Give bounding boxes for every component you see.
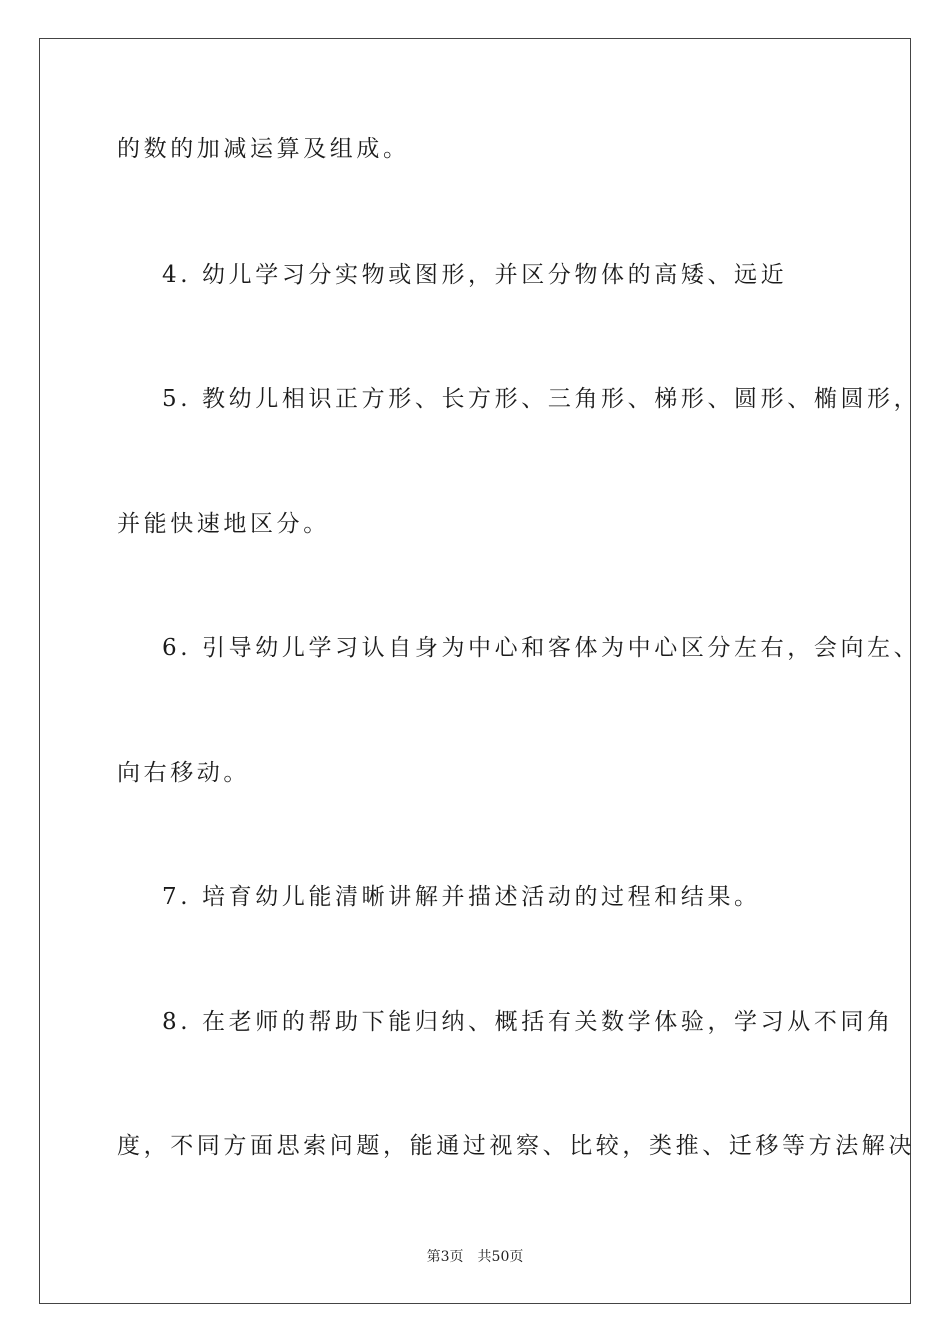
text-line-1: 的数的加减运算及组成。 <box>117 136 410 162</box>
page-total: 共50页 <box>477 1249 524 1265</box>
text-line-9: 度，不同方面思索问题，能通过视察、比较，类推、迁移等方法解决 <box>117 1133 915 1159</box>
text-line-2: 4. 幼儿学习分实物或图形，并区分物体的高矮、远近 <box>162 262 788 288</box>
page-border <box>39 38 911 1304</box>
text-line-3: 5. 教幼儿相识正方形、长方形、三角形、梯形、圆形、椭圆形， <box>162 386 921 412</box>
text-line-6: 向右移动。 <box>117 760 250 786</box>
page-number: 第3页 <box>426 1249 464 1265</box>
text-line-8: 8. 在老师的帮助下能归纳、概括有关数学体验，学习从不同角 <box>162 1009 894 1035</box>
text-line-7: 7. 培育幼儿能清晰讲解并描述活动的过程和结果。 <box>162 884 761 910</box>
text-line-5: 6. 引导幼儿学习认自身为中心和客体为中心区分左右，会向左、 <box>162 635 921 661</box>
text-line-4: 并能快速地区分。 <box>117 511 330 537</box>
page-footer <box>0 1248 950 1266</box>
